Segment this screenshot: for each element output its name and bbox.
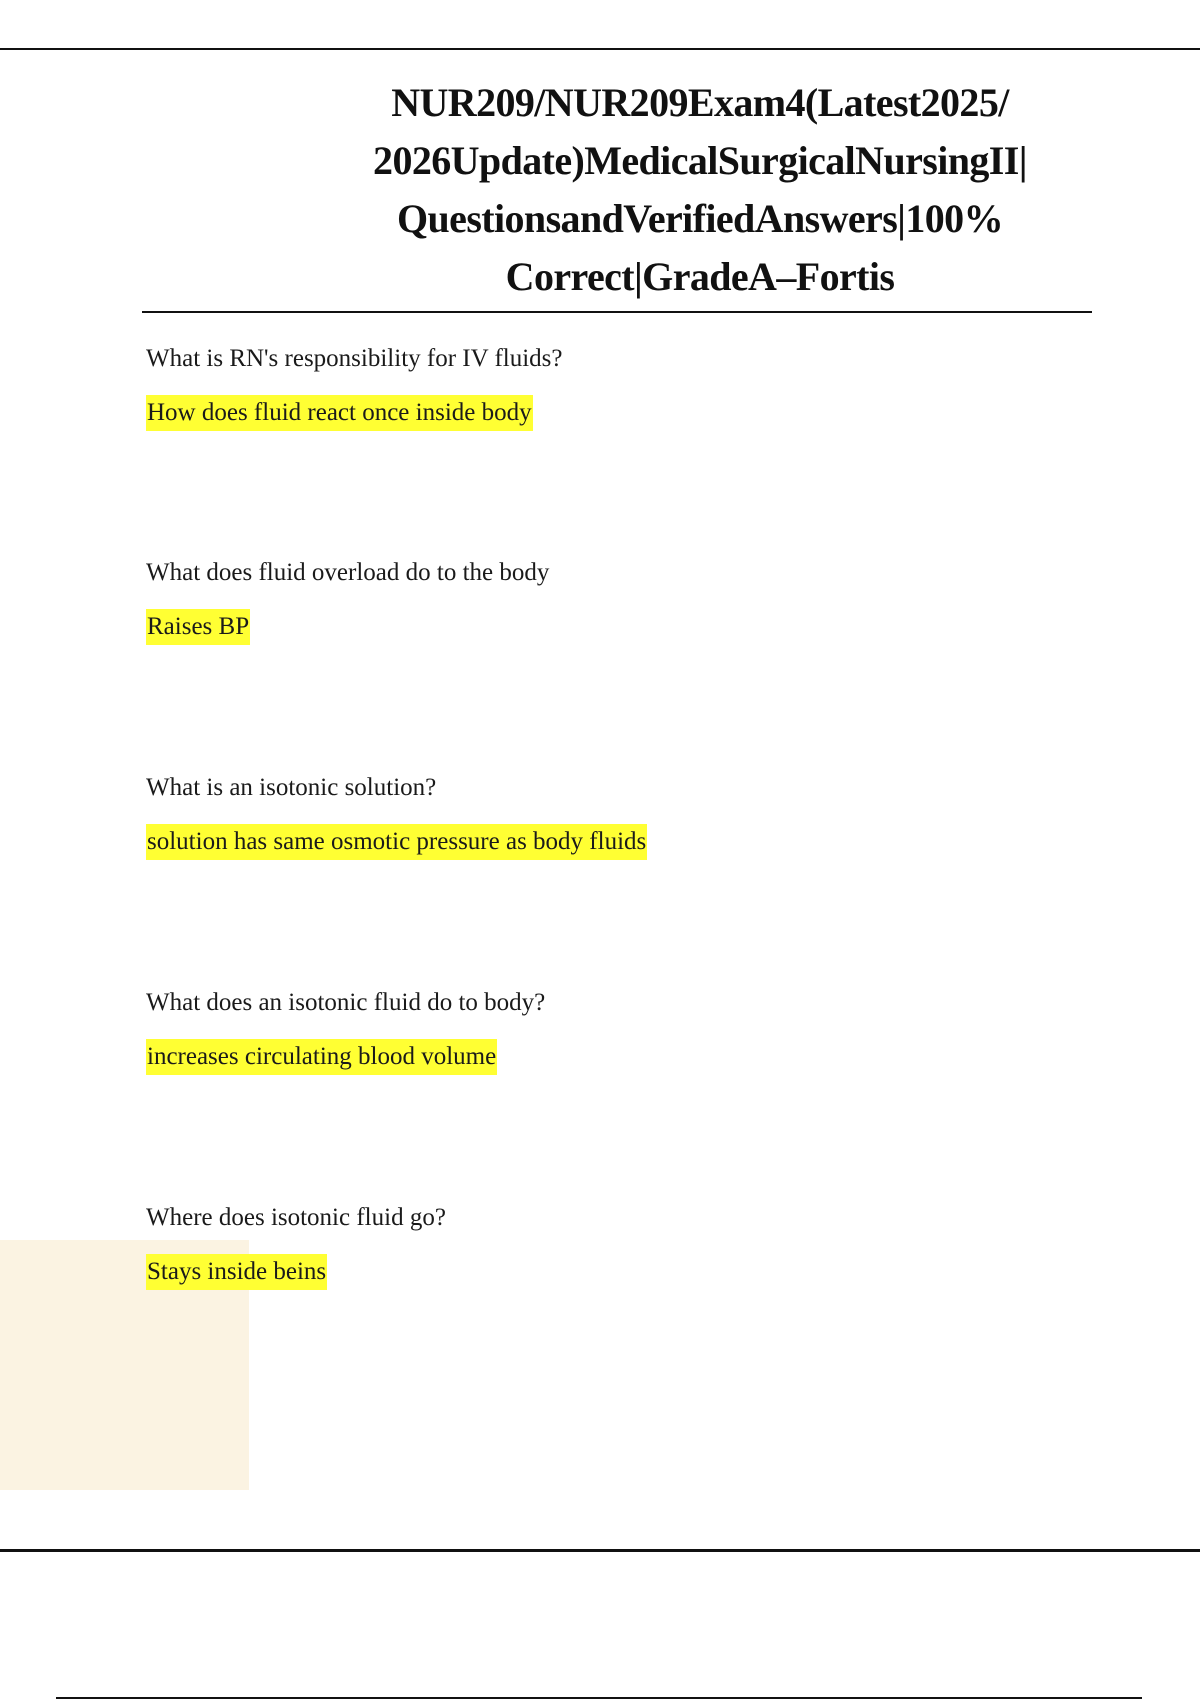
question-text: What is an isotonic solution? <box>146 774 437 801</box>
qa-item <box>146 343 1046 431</box>
footer-divider <box>56 1697 1142 1699</box>
document-title: NUR209/NUR209Exam4(Latest2025/ 2026Update)MedicalSurgicalNursingII| QuestionsandVerifiedAnswers|100% Correct|GradeA–Fortis <box>373 80 1027 299</box>
title-divider <box>142 311 1092 313</box>
highlighted-answer: increases circulating blood volume <box>146 1039 497 1075</box>
question-text: Where does isotonic fluid go? <box>146 1204 446 1231</box>
highlighted-answer: Stays inside beins <box>146 1254 327 1290</box>
page-bottom-divider <box>0 1549 1200 1552</box>
question-text: What does an isotonic fluid do to body? <box>146 989 546 1016</box>
question-text: What is RN's responsibility for IV fluids? <box>146 345 563 372</box>
qa-item <box>146 987 1046 1075</box>
highlighted-answer: solution has same osmotic pressure as body fluids <box>146 824 647 860</box>
question-text: What does fluid overload do to the body <box>146 559 550 586</box>
highlighted-answer: Raises BP <box>146 609 250 645</box>
qa-item <box>146 1202 1046 1290</box>
highlighted-answer: How does fluid react once inside body <box>146 395 533 431</box>
top-divider <box>0 48 1200 50</box>
qa-item <box>146 772 1046 860</box>
qa-item <box>146 557 1046 645</box>
